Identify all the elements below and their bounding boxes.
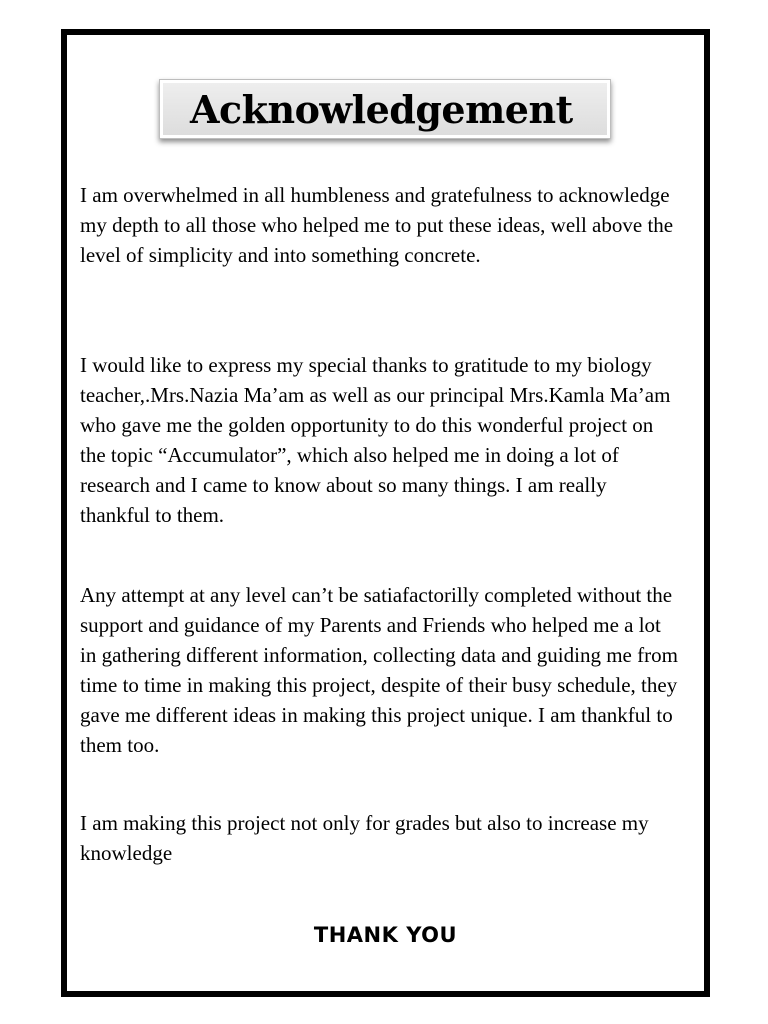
- paragraph-teachers: I would like to express my special thanks to gratitude to my biology teacher,.Mrs.Nazia Ma’am as well as our principal Mrs.Kamla Ma’am who gave me the golden opportunity to do this wonderful project on the topic “Accumulator”, which also helped me in doing a lot of research and I came to know about so many things. I am really thankful to them.: [80, 353, 671, 527]
- paragraph-purpose: I am making this project not only for grades but also to increase my knowledge: [80, 811, 649, 865]
- title-banner: [159, 79, 611, 139]
- closing-thank-you: THANK YOU: [313, 923, 458, 947]
- paragraph-parents-friends: Any attempt at any level can’t be satiafactorilly completed without the support and guidance of my Parents and Friends who helped me a lot in gathering different information, collecting data and guiding me from time to time in making this project, despite of their busy schedule, they gave me different ideas in making this project unique. I am thankful to them too.: [80, 583, 678, 757]
- paragraph-intro: I am overwhelmed in all humbleness and gratefulness to acknowledge my depth to all those who helped me to put these ideas, well above the level of simplicity and into something concrete.: [80, 183, 674, 267]
- page-border: [61, 29, 710, 997]
- page-title: Acknowledgement: [190, 87, 573, 132]
